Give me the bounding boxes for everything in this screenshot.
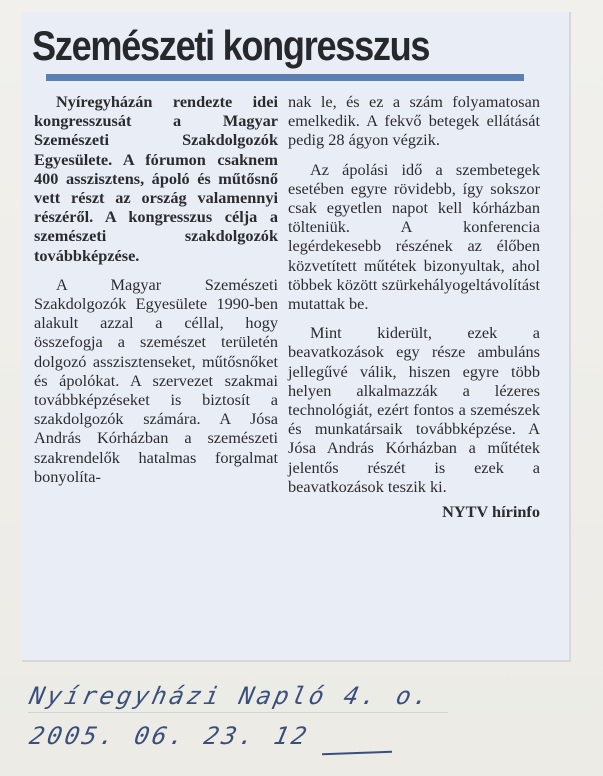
- handwritten-source-note: Nyíregyházi Napló 4. o.: [27, 682, 435, 710]
- headline-rule: [46, 74, 524, 81]
- article-paragraph-1-part-1: A Magyar Szemészeti Szakdolgozók Egyesülete 1990-ben alakult azzal a céllal, hogy összefogja a szemészet területén dolgozó asszisztenseket, műtősnőket és ápolókat. A szervezet szakmai továbbképzéseket is biztosít a szakdolgozók számára. A Jósa András Kórházban a szemészeti szakrendelők hatalmas forgalmat bonyolíta-: [34, 274, 278, 486]
- handwriting-guide: [28, 712, 448, 713]
- article-paragraph-3: Mint kiderült, ezek a beavatkozások egy része ambuláns jellegűvé válik, hiszen egyre több helyen alkalmazzák a lézeres technológiát, ezért fontos a szemészek és munkatársaik továbbképzése. A Jósa András Kórházban a műtétek jelentős részét is ezek a beavatkozások teszik ki.: [288, 323, 540, 496]
- article-paragraph-1-part-2: nak le, és ez a szám folyamatosan emelkedik. A fekvő betegek ellátását pedig 28 ágyon végzik.: [288, 92, 540, 150]
- handwritten-date-note: 2005. 06. 23. 12: [27, 722, 313, 750]
- article-column-right: [288, 92, 540, 521]
- article-paragraph-1-continued: [288, 92, 540, 150]
- article-paragraph-2: Az ápolási idő a szembetegek esetében egyre rövidebb, így sokszor csak egyetlen napot kell kórházban tölteniük. A konferencia legérdekesebb részének az élőben közvetített műtétek bizonyultak, ahol többek között szürkehályogeltávolítást mutattak be.: [288, 159, 540, 314]
- article-credit: NYTV hírinfo: [442, 502, 540, 522]
- article-paragraph-1: [34, 275, 278, 486]
- article-column-left: [34, 92, 278, 486]
- article-headline: Szemészeti kongresszus: [32, 22, 430, 69]
- article-lead: Nyíregyházán rendezte idei kongresszusát a Magyar Szemészeti Szakdolgozók Egyesülete. A fórumon csaknem 400 asszisztens, ápoló és műtősnő vett részt az ország valamennyi részéről. A kongresszus célja a szemészeti szakdolgozók továbbképzése.: [34, 92, 278, 265]
